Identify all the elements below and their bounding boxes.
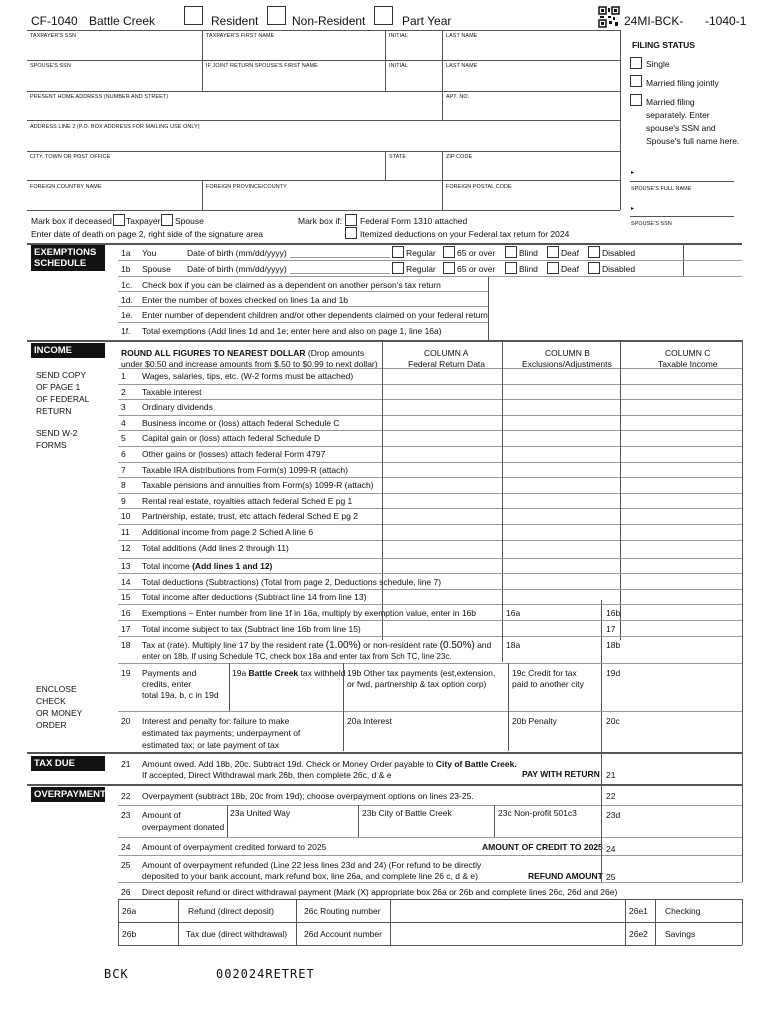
income-line-text: Taxable interest [142,386,202,397]
province-label: FOREIGN PROVINCE/COUNTY [206,184,287,190]
routing-number-label: 26c Routing number [304,906,381,916]
line-13-number: 13 [121,561,131,571]
line-21-text: Amount owed. Add 18b, 20c. Subtract 19d. Check or Money Order payable to City of Battle Creek. [142,759,517,769]
line-1d-text: Enter the number of boxes checked on lines 1a and 1b [142,295,349,305]
married-separately-checkbox[interactable] [630,94,642,106]
dob-label-1a: Date of birth (mm/dd/yyyy) [187,248,287,258]
line-1b-number: 1b [121,264,131,274]
line-14-text: Total deductions (Subtractions) (Total from page 2, Deductions schedule, line 7) [142,577,442,587]
box-17[interactable]: 17 [606,624,616,634]
line-20-text-3: estimated tax; or late payment of tax [142,740,280,750]
exemptions-section-header: EXEMPTIONS SCHEDULE [31,245,105,271]
line-1a-number: 1a [121,248,131,258]
income-line-number: 5 [121,433,126,444]
line-1e-number: 1e. [121,310,133,320]
single-checkbox[interactable] [630,57,642,69]
deceased-taxpayer-checkbox[interactable] [113,214,125,226]
box-18b[interactable]: 18b [606,640,621,650]
line-18-text: Tax at (rate). Multiply line 17 by the resident rate (1.00%) or non-resident rate (0.50%) and [142,640,492,651]
send-copy-2: OF PAGE 1 [36,382,81,392]
you-65-checkbox[interactable] [443,246,455,258]
disabled-label: Disabled [602,248,636,258]
over-65-label: 65 or over [457,264,496,274]
box-20b[interactable]: 20b Penalty [512,716,557,726]
send-copy-4: RETURN [36,406,72,416]
footer-ocr-line: 002024RETRET [216,967,315,981]
income-line-number: 4 [121,417,126,428]
deceased-taxpayer-label: Taxpayer [126,216,161,226]
taxpayer-ssn-label: TAXPAYER'S SSN [30,33,77,39]
initial-label: INITIAL [389,33,408,39]
spouse-label: Spouse [142,264,171,274]
spouse-regular-checkbox[interactable] [392,262,404,274]
line-1f-number: 1f. [121,326,131,336]
line-19-text-3: total 19a, b, c in 19d [142,690,219,700]
income-row-rule [118,430,742,431]
box-23c[interactable]: 23c Non-profit 501c3 [498,808,577,818]
line-23-text-2: overpayment donated [142,822,225,832]
enclose-2: CHECK [36,696,66,706]
box-21[interactable]: 21 [606,770,616,780]
line-19-text-2: credits, enter [142,679,192,689]
line-16-text: Exemptions – Enter number from line 1f in 16a, multiply by exemption value, enter in 16b [142,608,477,618]
deceased-spouse-checkbox[interactable] [161,214,173,226]
income-line-number: 9 [121,495,126,506]
city-name: Battle Creek [89,14,156,28]
zip-label: ZIP CODE [446,154,473,160]
pay-with-return-label: PAY WITH RETURN [522,769,600,779]
you-deaf-checkbox[interactable] [547,246,559,258]
date-of-death-note: Enter date of death on page 2, right side of the signature area [31,229,264,239]
form-1310-checkbox[interactable] [345,214,357,226]
qr-code-icon [598,6,620,28]
deceased-spouse-label: Spouse [175,216,204,226]
box-16b[interactable]: 16b [606,608,621,618]
line-26-number: 26 [121,887,131,897]
line-17-text: Total income subject to tax (Subtract line 16b from line 15) [142,624,361,634]
income-row-rule [118,477,742,478]
resident-checkbox[interactable] [184,6,203,25]
country-label: FOREIGN COUNTRY NAME [30,184,102,190]
line-26-text: Direct deposit refund or direct withdrawal payment (Mark (X) appropriate box 26a or 26b and complete lines 26c, 26d and 26e) [142,887,618,897]
dob-label-1b: Date of birth (mm/dd/yyyy) [187,264,287,274]
line-17-number: 17 [121,624,131,634]
box-20a[interactable]: 20a Interest [347,716,392,726]
apt-label: APT. NO. [446,94,470,100]
line-20-text-1: Interest and penalty for: failure to make [142,716,290,726]
line-21-number: 21 [121,759,131,769]
income-line-text: Additional income from page 2 Sched A line 6 [142,527,314,537]
enclose-3: OR MONEY [36,708,83,718]
column-a-subheader: Federal Return Data [408,359,486,369]
mfs-line-4: Spouse's full name here. [646,136,740,146]
single-label: Single [646,59,670,69]
enclose-4: ORDER [36,720,67,730]
income-line-number: 2 [121,386,126,397]
tax-due-withdrawal-label: Tax due (direct withdrawal) [186,929,288,939]
over-65-label: 65 or over [457,248,496,258]
refund-amount-label: REFUND AMOUNT [528,871,603,881]
column-b-subheader: Exclusions/Adjustments [522,359,612,369]
income-line-number: 1 [121,371,126,381]
box-23d[interactable]: 23d [606,810,621,820]
itemized-checkbox[interactable] [345,227,357,239]
line-22-number: 22 [121,791,131,801]
income-row-rule [118,508,742,509]
deceased-mark-label: Mark box if deceased [31,216,112,226]
line-25-text-1: Amount of overpayment refunded (Line 22 less lines 23d and 24) (For refund to be directly [142,860,482,870]
send-w2-2: FORMS [36,440,67,450]
income-row-rule [118,446,742,447]
round-instruction: ROUND ALL FIGURES TO NEAREST DOLLAR (Drop amounts [121,348,365,358]
box-20c[interactable]: 20c [606,716,620,726]
you-disabled-checkbox[interactable] [588,246,600,258]
tax-due-section-header: TAX DUE [31,756,105,771]
line-14-number: 14 [121,577,131,587]
postal-label: FOREIGN POSTAL CODE [446,184,512,190]
income-section-header: INCOME [31,343,105,358]
line-19-number: 19 [121,668,131,678]
address2-label: ADDRESS LINE 2 (P.O. BOX ADDRESS FOR MAILING USE ONLY) [30,124,200,130]
spouse-full-name-label: SPOUSE'S FULL NAME [631,186,692,192]
box-23a[interactable]: 23a United Way [230,808,291,818]
income-row-rule [118,462,742,463]
form-suffix: -1040-1 [705,14,747,28]
you-regular-checkbox[interactable] [392,246,404,258]
married-jointly-checkbox[interactable] [630,75,642,87]
box-25[interactable]: 25 [606,872,616,882]
income-line-text: Capital gain or (loss) attach federal Schedule D [142,433,321,444]
line-1d-number: 1d. [121,295,133,305]
send-copy-3: OF FEDERAL [36,394,90,404]
you-blind-checkbox[interactable] [505,246,517,258]
mfs-line-1: Married filing [646,97,695,107]
savings-label: Savings [665,929,696,939]
income-row-rule [118,384,742,385]
part-year-checkbox[interactable] [374,6,393,25]
income-line-text: Taxable IRA distributions from Form(s) 1099-R (attach) [142,464,348,475]
income-line-number: 8 [121,480,126,491]
line-22-text: Overpayment (subtract 18b, 20c from 19d); choose overpayment options on lines 23-25. [142,791,474,801]
income-line-text: Wages, salaries, tips, etc. (W-2 forms must be attached) [142,371,354,381]
regular-label: Regular [406,264,436,274]
city-label: CITY, TOWN OR POST OFFICE [30,154,111,160]
you-label: You [142,248,157,258]
line-18-number: 18 [121,640,131,650]
income-line-number: 7 [121,464,126,475]
spouse-disabled-checkbox[interactable] [588,262,600,274]
form-id: CF-1040 [31,14,78,28]
line-1c-text: Check box if you can be claimed as a dependent on another person's tax return [142,280,441,290]
income-row-rule [118,493,742,494]
itemized-label: Itemized deductions on your Federal tax return for 2024 [360,229,570,239]
last-name-label: LAST NAME [446,33,478,39]
column-c-subheader: Taxable Income [658,359,718,369]
deaf-label: Deaf [561,264,579,274]
line-1f-text: Total exemptions (Add lines 1d and 1e; enter here and also on page 1, line 16a) [142,326,442,336]
line-1e-text: Enter number of dependent children and/or other dependents claimed on your federal return [142,310,488,320]
box-19d[interactable]: 19d [606,668,621,678]
income-line-number: 6 [121,449,126,459]
line-20-text-2: estimated tax payments; underpayment of [142,728,301,738]
income-row-rule [118,415,742,416]
line-25-text-2: deposited to your bank account, mark refund box, line 26a, and complete line 26 c, d & e) [142,871,478,881]
income-line-text: Ordinary dividends [142,402,213,413]
spouse-ssn-right-label: SPOUSE'S SSN [631,221,672,227]
line-25-number: 25 [121,860,131,870]
mfs-line-3: spouse's SSN and [646,123,716,133]
part-year-label: Part Year [402,14,452,28]
mfs-line-2: separately. Enter [646,110,710,120]
box-19c-line2: paid to another city [512,679,584,689]
form-1310-label: Federal Form 1310 attached [360,216,468,226]
line-15-number: 15 [121,592,131,602]
box-26a[interactable]: 26a [122,906,137,916]
deaf-label: Deaf [561,248,579,258]
line-15-text: Total income after deductions (Subtract line 14 from line 13) [142,592,367,602]
blind-label: Blind [519,248,538,258]
regular-label: Regular [406,248,436,258]
income-line-text: Taxable pensions and annuities from Form(s) 1099-R (attach) [142,480,374,491]
spouse-initial-label: INITIAL [389,63,408,69]
enclose-1: ENCLOSE [36,684,77,694]
column-c-header: COLUMN C [665,348,711,358]
nonresident-checkbox[interactable] [267,6,286,25]
spouse-last-name-label: LAST NAME [446,63,478,69]
income-line-text: Total additions (Add lines 2 through 11) [142,542,289,553]
box-23b[interactable]: 23b City of Battle Creek [362,808,452,818]
income-line-text: Other gains or (losses) attach federal Form 4797 [142,449,326,459]
mark-box-if-label: Mark box if: [298,216,342,226]
filing-status-title: FILING STATUS [632,40,695,50]
line-13-text: Total income (Add lines 1 and 12) [142,561,273,571]
line-24-number: 24 [121,842,131,852]
box-24[interactable]: 24 [606,844,616,854]
line-1c-number: 1c. [121,280,133,290]
income-line-number: 12 [121,542,131,553]
blind-label: Blind [519,264,538,274]
box-19c[interactable]: 19c Credit for tax [512,668,577,678]
address-label: PRESENT HOME ADDRESS (NUMBER AND STREET) [30,94,169,100]
spouse-65-checkbox[interactable] [443,262,455,274]
credit-to-2025-label: AMOUNT OF CREDIT TO 2025 [482,842,603,852]
line-19-text-1: Payments and [142,668,197,678]
nonresident-label: Non-Resident [292,14,366,28]
state-label: STATE [389,154,407,160]
line-18-text-2: enter on 18b. If using Schedule TC, check box 18a and enter tax from Sch TC, line 23c. [142,652,452,661]
income-line-text: Business income or (loss) attach federal Schedule C [142,417,340,428]
box-18a[interactable]: 18a [506,640,521,650]
column-a-header: COLUMN A [424,348,469,358]
line-20-number: 20 [121,716,131,726]
account-number-label: 26d Account number [304,929,382,939]
box-26e2[interactable]: 26e2 [629,929,648,939]
income-row-rule [118,368,742,369]
box-26e1[interactable]: 26e1 [629,906,648,916]
box-19b[interactable]: 19b Other tax payments (est,extension, [347,668,496,678]
box-16a[interactable]: 16a [506,608,521,618]
arrow-icon: ▸ [631,170,635,176]
spouse-first-name-label: IF JOINT RETURN SPOUSE'S FIRST NAME [206,63,318,69]
income-line-number: 11 [121,527,130,537]
column-b-header: COLUMN B [545,348,590,358]
taxpayer-first-name-label: TAXPAYER'S FIRST NAME [206,33,275,39]
resident-label: Resident [211,14,259,28]
refund-direct-deposit-label: Refund (direct deposit) [188,906,274,916]
box-19b-line2: or fwd, partnership & tax option corp) [347,679,487,689]
round-instruction-line2: under $0.50 and increase amounts from $.50 to $0.99 to next dollar) [121,359,378,369]
line-21-text-2: If accepted, Direct Withdrawal mark 26b, then complete 26c, d & e [142,770,392,780]
footer-code: BCK [104,967,129,981]
spouse-ssn-label: SPOUSE'S SSN [30,63,71,69]
checking-label: Checking [665,906,701,916]
line-23-number: 23 [121,810,131,820]
spouse-blind-checkbox[interactable] [505,262,517,274]
send-w2-1: SEND W-2 [36,428,78,438]
income-row-rule [118,524,742,525]
line-23-text-1: Amount of [142,810,181,820]
income-row-rule [118,399,742,400]
income-row-rule [118,540,742,541]
income-line-text: Rental real estate, royalties attach federal Sched E pg 1 [142,495,353,506]
line-24-text: Amount of overpayment credited forward to 2025 [142,842,327,852]
send-copy-1: SEND COPY [36,370,87,380]
box-19a[interactable]: 19a Battle Creek tax withheld [232,668,346,678]
spouse-deaf-checkbox[interactable] [547,262,559,274]
disabled-label: Disabled [602,264,636,274]
income-line-text: Partnership, estate, trust, etc attach federal Sched E pg 2 [142,511,358,522]
line-16-number: 16 [121,608,131,618]
overpayment-section-header: OVERPAYMENT [31,787,105,802]
box-26b[interactable]: 26b [122,929,137,939]
income-line-number: 10 [121,511,131,522]
married-jointly-label: Married filing jointly [646,78,719,88]
income-line-number: 3 [121,402,126,413]
arrow-icon: ▸ [631,206,635,212]
box-22[interactable]: 22 [606,791,616,801]
form-code: 24MI-BCK- [624,14,684,28]
